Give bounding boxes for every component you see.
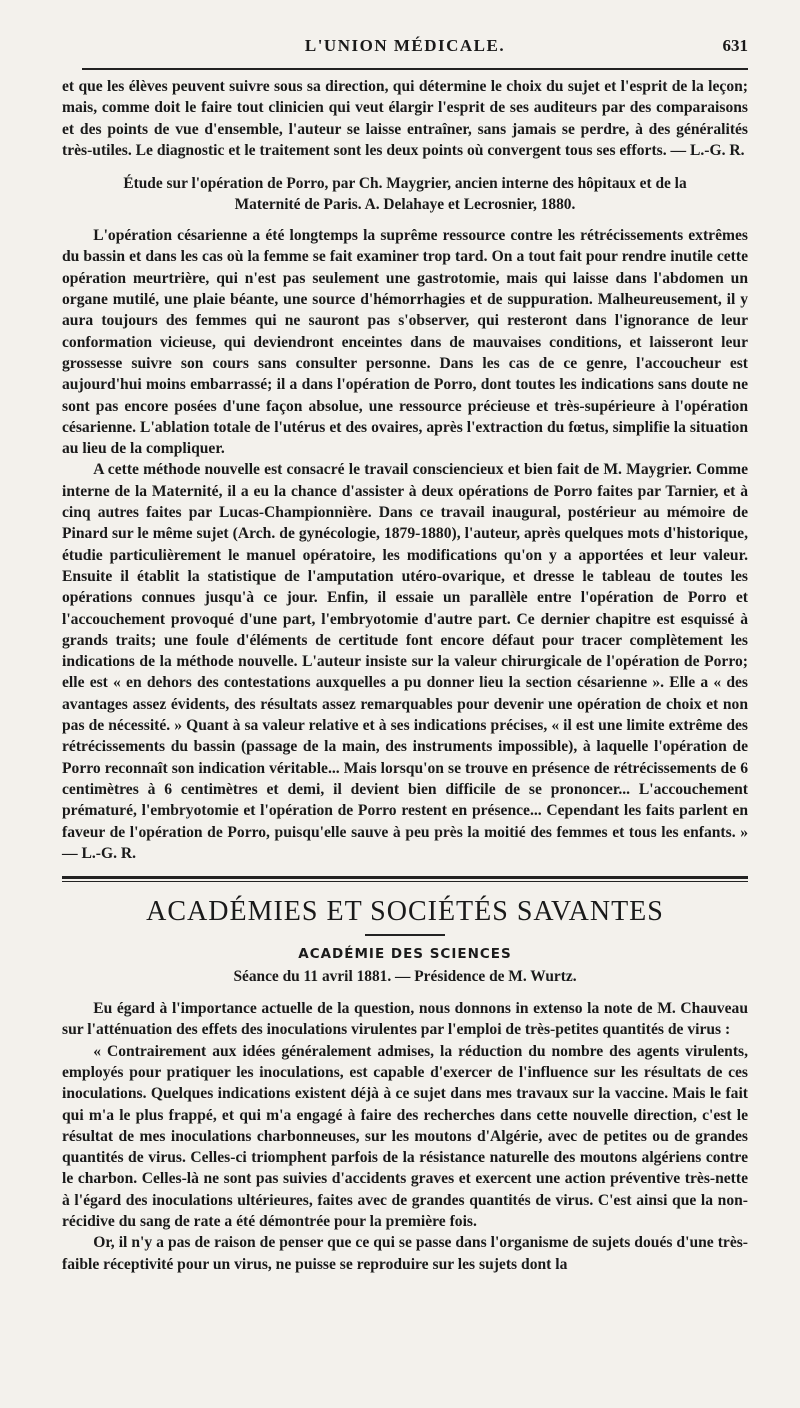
review-title: [62, 173, 748, 215]
session-line: Séance du 11 avril 1881. — Présidence de M. Wurtz.: [233, 968, 577, 986]
review-title-line2: Maternité de Paris. A. Delahaye et Lecrosnier, 1880.: [234, 196, 576, 214]
academy-paragraph-1: Eu égard à l'importance actuelle de la question, nous donnons in extenso la note de M. Chauveau sur l'atténuation des effets des inoculations virulentes par l'emploi de très-petites quantités de virus :: [62, 1000, 748, 1039]
running-header: [62, 30, 748, 58]
academy-paragraph-2: « Contrairement aux idées généralement admises, la réduction du nombre des agents virulents, employés pour pratiquer les inoculations, est capable d'exercer de l'influence sur les résultats de ces inoculations. Quelques indications existent déjà à ce sujet dans mes travaux sur la vaccine. Mais le fait qui m'a le plus frappé, et qui m'a engagé à faire des recherches dans cette nouvelle direction, c'est le résultat de mes inoculations charbonneuses, sur les moutons d'Algérie, avec de petites ou de grandes quantités de virus. Celles-ci triomphent parfois de la résistance naturelle des moutons algériens contre le charbon. Celles-là ne sont pas suivies d'accidents graves et exercent une action préventive très-nette à l'égard des inoculations ultérieures, faites avec de grandes quantités de virus. C'est ainsi que la non-récidive du sang de rate a été démontrée pour la première fois.: [62, 1042, 748, 1231]
academy-subheading: ACADÉMIE DES SCIENCES: [298, 946, 512, 963]
academy-paragraph-3: Or, il n'y a pas de raison de penser que ce qui se passe dans l'organisme de sujets doués d'une très-faible réceptivité pour un virus, ne puisse se reproduire sur les sujets dont la: [62, 1234, 748, 1273]
review-title-line1: Étude sur l'opération de Porro, par Ch. Maygrier, ancien interne des hôpitaux et de la: [123, 175, 687, 193]
review-paragraph-2: A cette méthode nouvelle est consacré le travail consciencieux et bien fait de M. Maygrier. Comme interne de la Maternité, il a eu la chance d'assister à deux opérations de Porro faites par Tarnier, et à cinq autres faites par Lucas-Championnière. Dans ce travail inaugural, postérieur au mémoire de Pinard sur le même sujet (Arch. de gynécologie, 1879-1880), l'auteur, après quelques mots d'historique, étudie particulièrement le manuel opératoire, les modifications qu'on y a apportées et leur valeur. Ensuite il établit la statistique de l'amputation utéro-ovarique, et dresse le tableau de toutes les opérations connues jusqu'à ce jour. Enfin, il essaie un parallèle entre l'opération de Porro et l'accouchement provoqué d'une part, l'embryotomie d'autre part. Ce dernier chapitre est esquissé à grands traits; une foule d'éléments de certitude font encore défaut pour tracer complètement les indications de la méthode nouvelle. L'auteur insiste sur la valeur chirurgicale de l'opération de Porro; elle est « en dehors des contestations auxquelles a pu donner lieu la section césarienne ». Elle a « des avantages assez évidents, des résultats assez remarquables pour devenir une opération de choix et non pas de nécessité. » Quant à sa valeur relative et à ses indications précises, « il est une limite extrême des rétrécissements du bassin (passage de la main, des instruments impossible), à laquelle l'opération de Porro reconnaît son indication véritable... Mais lorsqu'on se trouve en présence de rétrécissements de 6 centimètres à 6 centimètres et demi, il devient bien difficile de se prononcer... L'accouchement prématuré, l'embryotomie et l'opération de Porro restent en présence... Cependant les faits parlent en faveur de l'opération de Porro, puisqu'elle sauve à peu près la moitié des femmes et tous les enfants. » — L.-G. R.: [62, 461, 748, 862]
heading-rule: [365, 934, 445, 936]
page-number: 631: [722, 36, 748, 55]
review-intro-paragraph: et que les élèves peuvent suivre sous sa direction, qui détermine le choix du sujet et l'esprit de la leçon; mais, comme doit le faire tout clinicien qui veut élargir l'esprit de ses auditeurs par des comparaisons et des points de vue d'ensemble, l'auteur se laisse entraîner, sans jamais se perdre, à des généralités très-utiles. Le diagnostic et le traitement sont les deux points où convergent tous ses efforts. — L.-G. R.: [62, 78, 748, 159]
section-divider: [62, 876, 748, 882]
section-heading: ACADÉMIES ET SOCIÉTÉS SAVANTES: [146, 896, 664, 928]
header-rule: [82, 68, 748, 70]
review-paragraph-1: L'opération césarienne a été longtemps la suprême ressource contre les rétrécissements extrêmes du bassin et dans les cas où la femme se fait examiner trop tard. On a tout fait pour rendre inutile cette opération meurtrière, qui n'est pas seulement une gastrotomie, mais qui laisse dans l'abdomen un organe mutilé, une plaie béante, une source d'hémorrhagies et de suppuration. Malheureusement, il y aura toujours des femmes qui ne sauront pas s'observer, qui resteront dans l'ignorance de leur conformation vicieuse, qui deviendront enceintes dans de mauvaises conditions, et laisseront leur grossesse suivre son cours sans consulter personne. Dans les cas de ce genre, l'accoucheur est aujourd'hui moins embarrassé; il a dans l'opération de Porro, dont toutes les indications sans doute ne sont pas encore posées d'une façon absolue, une ressource précieuse et très-supérieure à l'opération césarienne. L'ablation totale de l'utérus et des ovaires, après l'extraction du fœtus, simplifie la situation au lieu de la compliquer.: [62, 227, 748, 458]
running-title: L'UNION MÉDICALE.: [304, 36, 506, 55]
